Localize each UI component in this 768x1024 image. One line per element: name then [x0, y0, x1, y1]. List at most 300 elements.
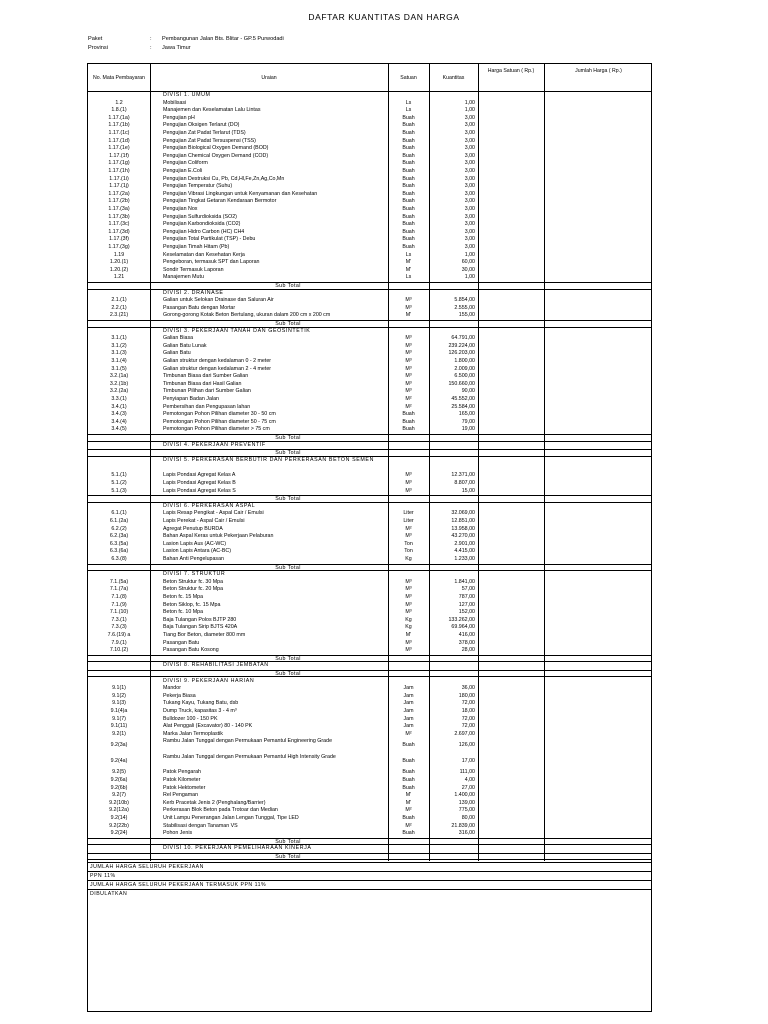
- item-unit: Buah: [402, 168, 415, 174]
- item-quantity: 3,00: [464, 190, 475, 197]
- item-unit: M³: [405, 578, 412, 585]
- item-number: 1.17.(3f): [109, 236, 129, 243]
- item-number: 9.2(14): [110, 814, 128, 821]
- item-unit: M³: [405, 639, 412, 646]
- table-row: [88, 214, 651, 222]
- item-number: 3.4.(1): [111, 403, 127, 410]
- item-quantity: 1.800,00: [454, 358, 475, 364]
- item-quantity: 111,00: [459, 769, 475, 776]
- item-number: 1.17.(3d): [108, 228, 130, 235]
- item-quantity: 378,00: [458, 639, 475, 646]
- item-description: Beton Siklop, fc. 15 Mpa: [163, 601, 221, 608]
- item-quantity: 79,00: [461, 418, 475, 425]
- division-row: [88, 571, 651, 579]
- item-quantity: 2.697,00: [454, 730, 475, 737]
- item-unit: Buah: [402, 122, 415, 129]
- subtotal-row: [88, 320, 651, 328]
- paket-separator: :: [150, 36, 152, 42]
- subtotal-label: Sub Total: [275, 450, 301, 457]
- item-unit: M³: [405, 586, 412, 593]
- item-description: Rambu Jalan Tunggal dengan Permukaan Pemantul High Intensity Grade: [163, 753, 336, 760]
- item-unit: M³: [405, 533, 412, 540]
- item-unit: Buah: [402, 418, 415, 425]
- item-unit: Buah: [402, 190, 415, 197]
- item-description: Pengujian Hidro Carbon (HC) CH4: [163, 228, 245, 235]
- item-number: 9.1(4)a: [110, 707, 128, 714]
- item-unit: M': [405, 792, 412, 799]
- item-description: Penyiapan Badan Jalan: [163, 396, 219, 402]
- table-row: [88, 685, 651, 693]
- item-unit: Buah: [402, 426, 415, 433]
- item-unit: Buah: [402, 814, 415, 821]
- item-quantity: 165,00: [458, 411, 475, 418]
- item-number: 7.1.(5a): [109, 578, 129, 585]
- item-number: 9.2(12a): [109, 807, 129, 814]
- item-quantity: 3,00: [464, 137, 475, 144]
- item-description: Lasion Lapis Aus (AC-WC): [163, 540, 226, 547]
- item-unit: Buah: [402, 183, 415, 190]
- item-description: Lasion Lapis Antara (AC-BC): [163, 548, 232, 555]
- item-description: Pengujian Biological Oxygen Demand (BOD): [163, 145, 269, 152]
- item-number: 6.3.(6a): [109, 548, 129, 555]
- table-row: [88, 358, 651, 366]
- item-number: 6.3.(5a): [109, 540, 129, 547]
- quantity-price-table: [87, 63, 652, 1012]
- item-number: 9.1(11): [110, 723, 128, 730]
- item-quantity: 17,00: [461, 757, 475, 764]
- table-row: [88, 594, 651, 602]
- table-header: [88, 64, 651, 92]
- item-quantity: 72,00: [461, 715, 475, 722]
- page-title: DAFTAR KUANTITAS DAN HARGA: [308, 12, 460, 22]
- item-unit: M³: [405, 609, 412, 616]
- item-description: Pasangan Batu Kosong: [163, 647, 219, 654]
- subtotal-label: Sub Total: [275, 321, 301, 327]
- item-number: 3.4.(3): [111, 411, 127, 418]
- item-description: Galian struktur dengan kedalaman 2 - 4 meter: [163, 365, 272, 372]
- division-row: [88, 442, 651, 450]
- division-row: [88, 92, 651, 100]
- item-quantity: 30,00: [461, 266, 475, 273]
- table-row: [88, 426, 651, 434]
- division-title: DIVISI 7. STRUKTUR: [163, 571, 226, 578]
- item-unit: Ls: [405, 107, 412, 114]
- item-number: 3.2.(1a): [109, 373, 129, 380]
- provinsi-value: Jawa Timur: [162, 45, 191, 51]
- item-quantity: 1.233,00: [454, 555, 475, 562]
- table-row: [88, 556, 651, 564]
- item-description: Pengujian Zat Padat Terlarut (TDS): [163, 130, 246, 136]
- item-unit: Jam: [403, 715, 414, 722]
- item-unit: Jam: [403, 700, 414, 707]
- table-row: [88, 153, 651, 161]
- item-description: Pengujian Chemical Oxygen Demand (COD): [163, 152, 269, 159]
- item-quantity: 60,00: [461, 259, 475, 266]
- item-number: 1.19: [113, 251, 125, 258]
- item-number: 7.1.(8): [111, 593, 127, 600]
- table-row: [88, 221, 651, 229]
- division-title: DIVISI 4. PEKERJAAN PREVENTIF: [163, 441, 266, 448]
- item-description: Pengujian Timah Hitam (Pb): [163, 244, 230, 250]
- item-quantity: 3,00: [464, 206, 475, 212]
- item-description: Gorong-gorong Kotak Beton Bertulang, ukuran dalam 200 cm x 200 cm: [163, 312, 331, 319]
- item-quantity: 133.262,00: [448, 616, 475, 623]
- item-unit: M²: [405, 730, 412, 737]
- subtotal-row: [88, 449, 651, 457]
- division-title: DIVISI 10. PEKERJAAN PEMELIHARAAN KINERJA: [163, 845, 312, 852]
- item-quantity: 8.807,00: [454, 479, 475, 486]
- item-description: Patok Kilometer: [163, 776, 201, 783]
- subtotal-row: [88, 282, 651, 290]
- item-quantity: 152,00: [458, 609, 475, 616]
- paket-value: Pembangunan Jalan Bts. Blitar - GP.5 Purwodadi: [162, 36, 284, 42]
- item-description: Keselamatan dan Kesehatan Kerja: [163, 251, 245, 258]
- item-number: 5.1.(1): [111, 472, 127, 479]
- header-uraian: Uraian: [261, 74, 277, 81]
- item-description: Patok Hektometer: [163, 784, 206, 791]
- summary-label: JUMLAH HARGA SELURUH PEKERJAAN TERMASUK PPN 11%: [90, 881, 267, 888]
- table-row: [88, 274, 651, 282]
- table-row: [88, 510, 651, 518]
- item-number: 1.17.(2b): [108, 198, 130, 205]
- subtotal-row: [88, 564, 651, 572]
- subtotal-row: [88, 670, 651, 678]
- item-unit: M³: [405, 335, 412, 342]
- table-row: [88, 122, 651, 130]
- item-number: 7.9.(1): [111, 639, 127, 646]
- item-description: Pasangan Batu dengan Mortar: [163, 304, 236, 311]
- item-quantity: 3,00: [464, 114, 475, 121]
- item-description: Pohon Jenis: [163, 830, 193, 837]
- item-quantity: 3,00: [464, 198, 475, 205]
- item-description: Tiang Bor Beton, diameter 800 mm: [163, 631, 246, 638]
- item-unit: M²: [405, 396, 412, 402]
- table-row: [88, 518, 651, 526]
- item-number: 9.2(3a): [110, 742, 128, 749]
- item-unit: Buah: [402, 206, 415, 212]
- table-row: [88, 312, 651, 320]
- item-number: 3.4.(5): [111, 426, 127, 433]
- table-row: [88, 815, 651, 823]
- item-quantity: 25.584,00: [451, 403, 475, 410]
- table-row: [88, 723, 651, 731]
- item-unit: Liter: [403, 517, 414, 524]
- item-quantity: 787,00: [458, 593, 475, 600]
- subtotal-row: [88, 655, 651, 663]
- item-unit: Buah: [402, 776, 415, 783]
- item-quantity: 126,00: [458, 742, 475, 749]
- item-description: Galian Batu Lunak: [163, 342, 207, 349]
- table-row: [88, 373, 651, 381]
- item-quantity: 57,00: [461, 586, 475, 593]
- item-description: Beton fc. 15 Mpa: [163, 593, 204, 600]
- item-description: Pengujian Oksigen Terlarut (DO): [163, 122, 240, 129]
- item-unit: Buah: [402, 160, 415, 167]
- header-jumlah-harga: Jumlah Harga ( Rp.): [575, 68, 622, 74]
- item-description: Stabilisasi dengan Tanaman VS: [163, 822, 238, 829]
- item-number: 1.17.(1j): [109, 183, 129, 190]
- item-number: 9.2(6b): [110, 784, 128, 791]
- item-quantity: 1,00: [464, 99, 475, 106]
- item-quantity: 3,00: [464, 160, 475, 167]
- division-row: [88, 662, 651, 670]
- item-unit: Ls: [405, 99, 412, 106]
- item-number: 1.17.(1i): [109, 175, 129, 182]
- table-row: [88, 335, 651, 343]
- item-description: Kerb Pracetak Jenis 2 (Penghalang/Barrier): [163, 799, 266, 806]
- summary-label: DIBULATKAN: [90, 890, 128, 897]
- subtotal-row: [88, 434, 651, 442]
- subtotal-row: [88, 853, 651, 861]
- item-number: 1.8.(1): [111, 107, 127, 114]
- item-quantity: 12.371,00: [451, 472, 475, 479]
- item-quantity: 3,00: [464, 168, 475, 174]
- item-description: Pengujian pH: [163, 114, 195, 121]
- item-description: Alat Penggali (Excavator) 80 - 140 PK: [163, 723, 253, 730]
- item-quantity: 12.851,00: [451, 517, 475, 524]
- paket-label: Paket: [88, 36, 103, 42]
- item-number: 3.3.(1): [111, 396, 127, 402]
- table-row: [88, 647, 651, 655]
- item-description: Timbunan Pilihan dari Sumber Galian: [163, 388, 251, 395]
- table-row: [88, 229, 651, 237]
- item-description: Pengujian Nox: [163, 206, 198, 212]
- item-quantity: 19,00: [461, 426, 475, 433]
- item-quantity: 1.841,00: [454, 578, 475, 585]
- item-number: 1.17.(1b): [108, 122, 130, 129]
- item-unit: Buah: [402, 236, 415, 243]
- subtotal-row: [88, 838, 651, 846]
- item-unit: Buah: [402, 130, 415, 136]
- item-number: 7.3.(1): [111, 616, 127, 623]
- item-unit: Buah: [402, 145, 415, 152]
- subtotal-label: Sub Total: [275, 838, 301, 845]
- provinsi-label: Provinsi: [88, 45, 108, 51]
- item-unit: M³: [405, 380, 412, 387]
- table-row: [88, 396, 651, 404]
- item-quantity: 775,00: [458, 807, 475, 814]
- table-row: [88, 769, 651, 777]
- table-row: [88, 488, 651, 496]
- item-unit: M³: [405, 601, 412, 608]
- item-number: 9.2(4a): [110, 757, 128, 764]
- table-row: [88, 526, 651, 534]
- table-row: [88, 533, 651, 541]
- item-description: Pembersihan dan Pengupasan lahan: [163, 403, 251, 410]
- item-number: 3.2.(2a): [109, 388, 129, 395]
- table-row: [88, 183, 651, 191]
- item-quantity: 36,00: [461, 685, 475, 692]
- table-row: [88, 541, 651, 549]
- item-number: 6.1.(1): [111, 510, 127, 517]
- item-description: Pengujian Zat Padat Tersuspensi (TSS): [163, 137, 256, 144]
- table-row: [88, 411, 651, 419]
- item-quantity: 180,00: [458, 692, 475, 699]
- item-quantity: 2.009,00: [454, 365, 475, 372]
- item-description: Perkerasan Blok Beton pada Trotoar dan Median: [163, 807, 278, 814]
- item-description: Bulldozer 100 - 150 PK: [163, 715, 218, 722]
- subtotal-row: [88, 495, 651, 503]
- table-row: [88, 548, 651, 556]
- item-description: Pengujian Vibrasi Lingkungan untuk Kenyamanan dan Kesehatan: [163, 190, 318, 197]
- summary-row: [88, 889, 651, 899]
- subtotal-label: Sub Total: [275, 435, 301, 441]
- item-quantity: 3,00: [464, 221, 475, 228]
- table-row: [88, 785, 651, 793]
- table-row: [88, 259, 651, 267]
- item-quantity: 239.224,00: [448, 342, 475, 349]
- item-unit: M³: [405, 647, 412, 654]
- item-description: Patok Pengarah: [163, 769, 201, 776]
- item-quantity: 27,00: [461, 784, 475, 791]
- table-row: [88, 191, 651, 199]
- table-row: [88, 640, 651, 648]
- item-unit: Buah: [402, 769, 415, 776]
- item-unit: Buah: [402, 784, 415, 791]
- item-number: 7.10.(2): [109, 647, 129, 654]
- table-row: [88, 716, 651, 724]
- item-description: Pengujian Destruksi Cu, Pb, Cd,Hl,Fe,Zn,Ag,Co,Mn: [163, 175, 285, 182]
- item-quantity: 15,00: [461, 487, 475, 494]
- item-unit: M': [405, 312, 412, 319]
- item-unit: Jam: [403, 723, 414, 730]
- item-description: Pekerja Biasa: [163, 692, 196, 699]
- item-description: Pengujian Sulfurdioksida (SO2): [163, 213, 237, 220]
- item-description: Galian untuk Selokan Drainase dan Saluran Air: [163, 297, 274, 304]
- item-unit: Jam: [403, 685, 414, 692]
- item-number: 5.1.(3): [111, 487, 127, 494]
- table-row: [88, 700, 651, 708]
- item-quantity: 3,00: [464, 122, 475, 129]
- table-row: [88, 115, 651, 123]
- item-number: 6.2.(2): [111, 525, 127, 532]
- item-quantity: 5.854,00: [454, 297, 475, 304]
- table-row: [88, 632, 651, 640]
- item-number: 7.1.(9): [111, 601, 127, 608]
- item-unit: Buah: [402, 137, 415, 144]
- item-number: 9.2(1): [112, 730, 126, 737]
- item-quantity: 3,00: [464, 152, 475, 159]
- item-description: Agregat Penutup BURDA: [163, 525, 223, 532]
- division-row: [88, 845, 651, 853]
- item-number: 9.2(7): [112, 792, 126, 799]
- table-row: [88, 350, 651, 358]
- division-row: [88, 678, 651, 686]
- item-number: 3.1.(4): [111, 358, 127, 364]
- item-description: Lapis Resap Pengikat - Aspal Cair / Emulsi: [163, 510, 264, 517]
- item-number: 2.3.(21): [109, 312, 129, 319]
- item-number: 3.4.(4): [111, 418, 127, 425]
- division-title: DIVISI 9. PEKERJAAN HARIAN: [163, 677, 255, 684]
- item-description: Dump Truck, kapasitas 3 - 4 m³: [163, 707, 237, 714]
- item-description: Manajemen Mutu: [163, 274, 204, 281]
- table-row: [88, 236, 651, 244]
- item-description: Lapis Pondasi Agregat Kelas B: [163, 479, 236, 486]
- item-unit: Liter: [403, 510, 414, 517]
- item-unit: Jam: [403, 707, 414, 714]
- provinsi-separator: :: [150, 45, 152, 51]
- item-unit: M': [405, 799, 412, 806]
- item-number: 1.17.(1g): [108, 160, 130, 167]
- table-row: [88, 244, 651, 252]
- table-row: [88, 731, 651, 739]
- item-quantity: 3,00: [464, 236, 475, 243]
- item-unit: Buah: [402, 152, 415, 159]
- item-unit: Buah: [402, 198, 415, 205]
- division-title: DIVISI 1. UMUM: [163, 92, 211, 98]
- item-description: Sondir Termasuk Laporan: [163, 266, 224, 273]
- table-row: [88, 777, 651, 785]
- item-number: 9.2(10b): [109, 799, 129, 806]
- division-title: DIVISI 3. PEKERJAAN TANAH DAN GEOSINTETIK: [163, 327, 311, 334]
- item-description: Lapis Pondasi Agregat Kelas S: [163, 487, 236, 494]
- item-unit: M³: [405, 479, 412, 486]
- subtotal-label: Sub Total: [275, 655, 301, 662]
- table-row: [88, 138, 651, 146]
- item-quantity: 28,00: [461, 647, 475, 654]
- item-description: Unit Lampu Penerangan Jalan Lengan Tunggal, Tipe LED: [163, 814, 299, 821]
- table-row: [88, 602, 651, 610]
- item-number: 1.17.(2a): [108, 190, 130, 197]
- item-number: 1.21: [113, 274, 125, 281]
- item-unit: Buah: [402, 221, 415, 228]
- item-number: 1.17.(3b): [108, 213, 130, 220]
- item-quantity: 90,00: [461, 388, 475, 395]
- summary-label: PPN 11%: [90, 872, 116, 879]
- header-kuantitas: Kuantitas: [442, 74, 465, 81]
- table-row: [88, 343, 651, 351]
- table-row: [88, 176, 651, 184]
- item-number: 1.17.(1c): [108, 130, 130, 136]
- item-number: 7.3.(3): [111, 624, 127, 631]
- table-row: [88, 472, 651, 480]
- item-number: 9.1(1): [112, 685, 126, 692]
- item-unit: M': [405, 266, 412, 273]
- item-number: 7.1.(10): [109, 609, 129, 616]
- table-row: [88, 708, 651, 716]
- item-quantity: 80,00: [461, 814, 475, 821]
- item-description: Bahan Anti Pengelupasan: [163, 555, 224, 562]
- item-number: 9.1(7): [112, 715, 126, 722]
- item-unit: Buah: [402, 175, 415, 182]
- header-no: No. Mata Pembayaran: [93, 74, 145, 81]
- item-number: 1.17.(3a): [108, 206, 130, 212]
- item-quantity: 3,00: [464, 213, 475, 220]
- item-description: Galian Batu: [163, 350, 191, 357]
- item-description: Bahan Aspal Keras untuk Pekerjaan Pelaburan: [163, 533, 274, 540]
- item-quantity: 4,00: [464, 776, 475, 783]
- item-description: Baja Tulangan Polos BJTP 280: [163, 616, 237, 623]
- item-unit: M³: [405, 365, 412, 372]
- division-title: DIVISI 5. PERKERASAN BERBUTIR DAN PERKERASAN BETON SEMEN: [163, 456, 374, 463]
- item-description: Timbunan Biasa dari Hasil Galian: [163, 380, 242, 387]
- item-number: 9.2(22b): [109, 822, 129, 829]
- table-row: [88, 792, 651, 800]
- table-row: [88, 480, 651, 488]
- table-row: [88, 145, 651, 153]
- item-number: 1.2: [115, 99, 123, 106]
- item-description: Pemotongan Pohon Pilihan diameter 30 - 50 cm: [163, 411, 276, 418]
- item-quantity: 316,00: [458, 830, 475, 837]
- item-description: Lapis Perekat - Aspal Cair / Emulsi: [163, 517, 245, 524]
- item-number: 7.1.(7a): [109, 586, 129, 593]
- item-number: 1.17.(1f): [109, 152, 129, 159]
- item-quantity: 139,00: [458, 799, 475, 806]
- item-number: 9.1(2): [112, 692, 126, 699]
- item-unit: Kg: [405, 616, 412, 623]
- item-unit: Ls: [405, 274, 412, 281]
- item-quantity: 127,00: [458, 601, 475, 608]
